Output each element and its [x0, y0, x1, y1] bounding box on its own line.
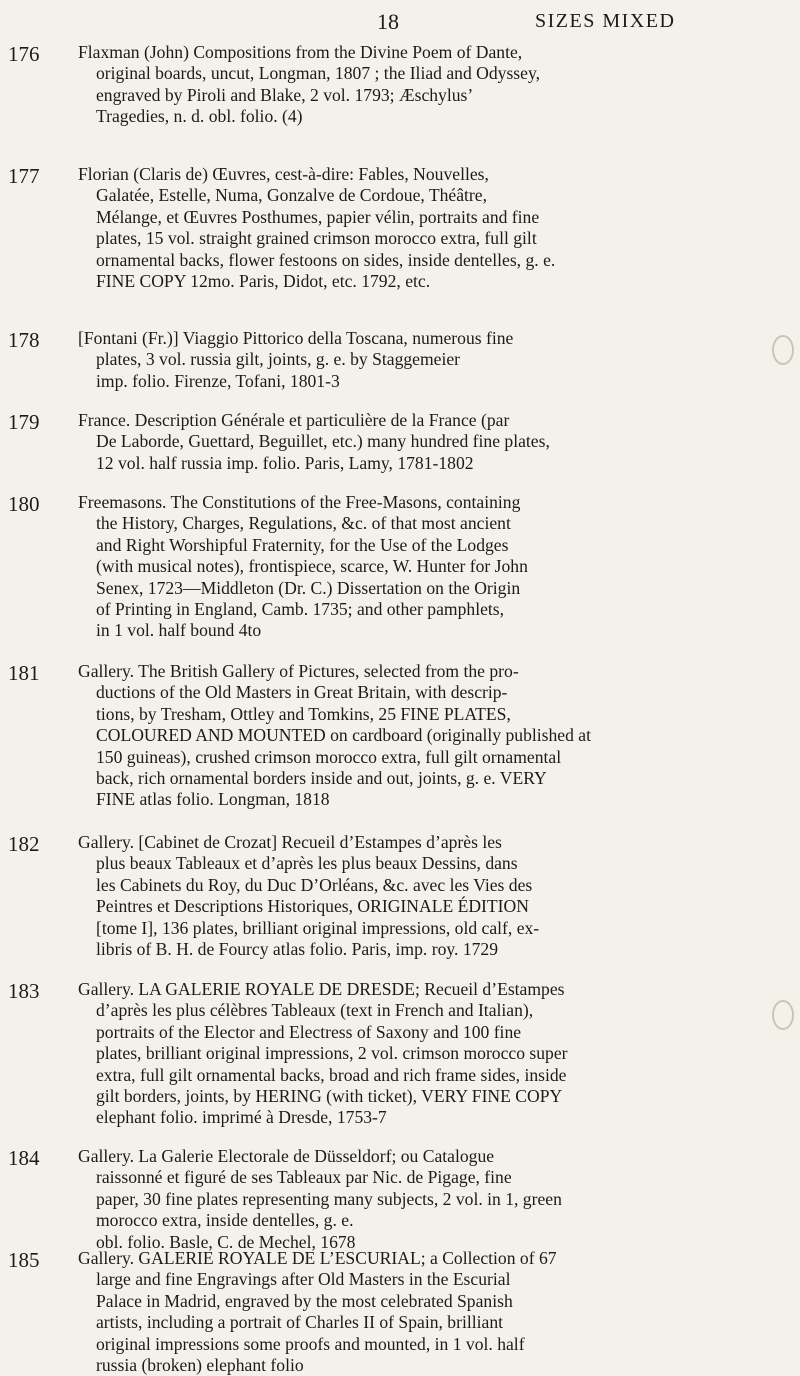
description-line: Galatée, Estelle, Numa, Gonzalve de Cordoue, Théâtre,	[96, 185, 487, 206]
lot-description	[78, 979, 718, 1129]
description-line: Gallery. LA GALERIE ROYALE DE DRESDE; Recueil d’Estampes	[78, 979, 565, 999]
description-line: portraits of the Elector and Electress of Saxony and 100 fine	[96, 1021, 522, 1042]
description-line: gilt borders, joints, by HERING (with ticket), VERY FINE COPY	[96, 1086, 563, 1107]
description-line: obl. folio. Basle, C. de Mechel, 1678	[96, 1231, 356, 1252]
description-line: russia (broken) elephant folio	[96, 1355, 304, 1376]
description-line: plates, 15 vol. straight grained crimson morocco extra, full gilt	[96, 228, 537, 249]
description-line: FINE atlas folio. Longman, 1818	[96, 789, 330, 810]
description-line: 150 guineas), crushed crimson morocco extra, full gilt ornamental	[96, 746, 562, 767]
description-line: les Cabinets du Roy, du Duc D’Orléans, &c. avec les Vies des	[96, 874, 533, 895]
description-line: in 1 vol. half bound 4to	[96, 620, 262, 641]
description-line: Peintres et Descriptions Historiques, ORIGINALE ÉDITION	[96, 896, 529, 917]
description-line: Mélange, et Œuvres Posthumes, papier vélin, portraits and fine	[96, 206, 540, 227]
description-line: ductions of the Old Masters in Great Britain, with descrip-	[96, 682, 508, 703]
description-line: Flaxman (John) Compositions from the Divine Poem of Dante,	[78, 42, 523, 62]
description-line: Florian (Claris de) Œuvres, cest-à-dire: Fables, Nouvelles,	[78, 164, 489, 184]
description-line: and Right Worshipful Fraternity, for the Use of the Lodges	[96, 534, 509, 555]
description-line: 12 vol. half russia imp. folio. Paris, Lamy, 1781-1802	[96, 452, 474, 473]
description-line: back, rich ornamental borders inside and out, joints, g. e. VERY	[96, 768, 547, 789]
lot-number: 183	[8, 979, 40, 1003]
lot-description	[78, 42, 718, 128]
description-line: ornamental backs, flower festoons on sides, inside dentelles, g. e.	[96, 249, 556, 270]
lot-description	[78, 661, 718, 811]
description-line: imp. folio. Firenze, Tofani, 1801-3	[96, 370, 340, 391]
lot-number: 185	[8, 1248, 40, 1272]
lot-number: 179	[8, 410, 40, 434]
description-line: [Fontani (Fr.)] Viaggio Pittorico della Toscana, numerous fine	[78, 328, 514, 348]
description-line: FINE COPY 12mo. Paris, Didot, etc. 1792, etc.	[96, 271, 431, 292]
description-line: (with musical notes), frontispiece, scarce, W. Hunter for John	[96, 556, 528, 577]
description-line: plus beaux Tableaux et d’après les plus beaux Dessins, dans	[96, 853, 518, 874]
binding-hole-mark	[772, 335, 794, 365]
description-line: Gallery. GALERIE ROYALE DE L’ESCURIAL; a Collection of 67	[78, 1248, 557, 1268]
description-line: plates, 3 vol. russia gilt, joints, g. e. by Staggemeier	[96, 349, 461, 370]
description-line: De Laborde, Guettard, Beguillet, etc.) many hundred fine plates,	[96, 431, 550, 452]
lot-number: 177	[8, 164, 40, 188]
description-line: Gallery. The British Gallery of Pictures, selected from the pro-	[78, 661, 519, 681]
lot-description	[78, 1248, 718, 1376]
lot-number: 182	[8, 832, 40, 856]
lot-number: 178	[8, 328, 40, 352]
description-line: France. Description Générale et particulière de la France (par	[78, 410, 510, 430]
description-line: original impressions some proofs and mounted, in 1 vol. half	[96, 1333, 525, 1354]
description-line: libris of B. H. de Fourcy atlas folio. Paris, imp. roy. 1729	[96, 939, 499, 960]
description-line: Senex, 1723—Middleton (Dr. C.) Dissertation on the Origin	[96, 577, 521, 598]
lot-number: 176	[8, 42, 40, 66]
description-line: artists, including a portrait of Charles II of Spain, brilliant	[96, 1312, 504, 1333]
lot-number: 180	[8, 492, 40, 516]
description-line: large and fine Engravings after Old Masters in the Escurial	[96, 1269, 511, 1290]
description-line: Gallery. La Galerie Electorale de Düsseldorf; ou Catalogue	[78, 1146, 495, 1166]
lot-description	[78, 832, 718, 960]
description-line: raissonné et figuré de ses Tableaux par Nic. de Pigage, fine	[96, 1167, 512, 1188]
lot-number: 184	[8, 1146, 40, 1170]
description-line: engraved by Piroli and Blake, 2 vol. 1793; Æschylus’	[96, 84, 474, 105]
lot-description	[78, 1146, 718, 1253]
lot-description	[78, 164, 718, 292]
description-line: paper, 30 fine plates representing many subjects, 2 vol. in 1, green	[96, 1188, 562, 1209]
description-line: elephant folio. imprimé à Dresde, 1753-7	[96, 1107, 387, 1128]
running-title: SIZES MIXED	[535, 10, 676, 32]
description-line: plates, brilliant original impressions, 2 vol. crimson morocco super	[96, 1043, 568, 1064]
description-line: Palace in Madrid, engraved by the most celebrated Spanish	[96, 1290, 513, 1311]
description-line: [tome I], 136 plates, brilliant original impressions, old calf, ex-	[96, 917, 540, 938]
description-line: the History, Charges, Regulations, &c. of that most ancient	[96, 513, 511, 534]
description-line: Tragedies, n. d. obl. folio. (4)	[96, 106, 303, 127]
description-line: of Printing in England, Camb. 1735; and other pamphlets,	[96, 599, 505, 620]
lot-description	[78, 410, 718, 474]
lot-number: 181	[8, 661, 40, 685]
description-line: COLOURED AND MOUNTED on cardboard (originally published at	[96, 725, 591, 746]
lot-description	[78, 492, 718, 642]
lot-description	[78, 328, 718, 392]
description-line: morocco extra, inside dentelles, g. e.	[96, 1210, 354, 1231]
description-line: original boards, uncut, Longman, 1807 ; the Iliad and Odyssey,	[96, 63, 540, 84]
description-line: d’après les plus célèbres Tableaux (text in French and Italian),	[96, 1000, 534, 1021]
description-line: tions, by Tresham, Ottley and Tomkins, 25 FINE PLATES,	[96, 703, 511, 724]
page-header	[0, 9, 800, 35]
description-line: Gallery. [Cabinet de Crozat] Recueil d’Estampes d’après les	[78, 832, 502, 852]
description-line: extra, full gilt ornamental backs, broad and rich frame sides, inside	[96, 1064, 567, 1085]
description-line: Freemasons. The Constitutions of the Free-Masons, containing	[78, 492, 521, 512]
page-number: 18	[377, 9, 399, 34]
binding-hole-mark	[772, 1000, 794, 1030]
